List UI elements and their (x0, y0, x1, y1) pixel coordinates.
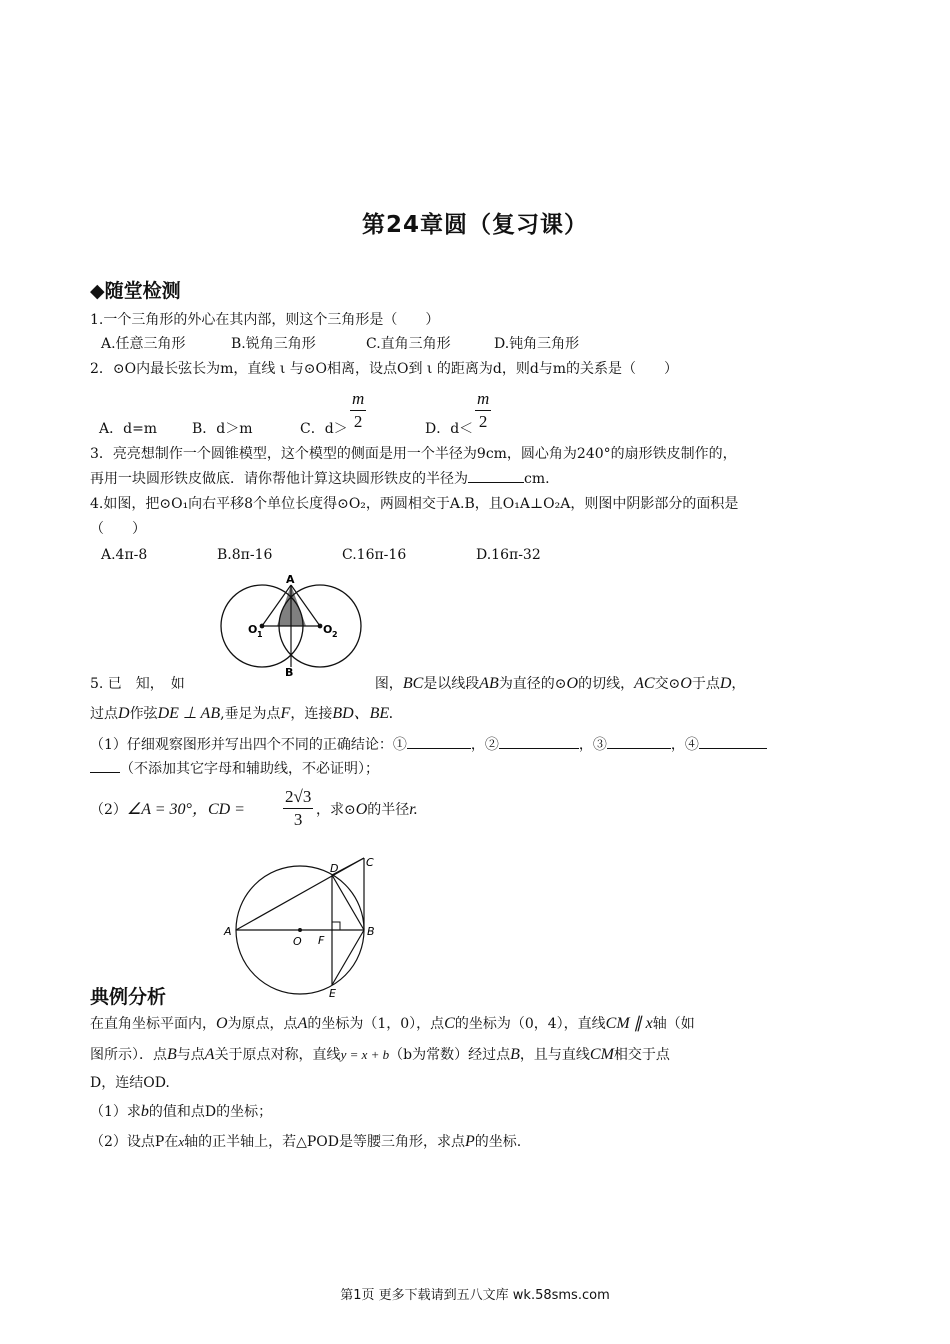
ex-l1-o: O (216, 1015, 228, 1032)
q5-l1-b: 图， (374, 676, 403, 692)
q4-line-2: （ ） (90, 521, 146, 537)
q5-l2-f: F (280, 705, 291, 722)
ex-l1-d: 的坐标为（0，4），直线 (454, 1016, 606, 1032)
q3-unit: cm. (524, 471, 550, 487)
ex-p1-b: b (140, 1103, 149, 1120)
q3-line-2-text: 再用一块圆形铁皮做底．请你帮他计算这块圆形铁皮的半径为 (90, 471, 468, 487)
ex-line-2 (90, 1045, 670, 1065)
ex-l2-a: 图所示）．点 (90, 1047, 167, 1063)
q4-label-a: A (286, 573, 295, 586)
q5-blank-4[interactable] (699, 734, 767, 749)
page-title: 第24章圆（复习课） (361, 212, 588, 238)
q2-option-c: C．d＞ (300, 421, 348, 437)
q5-label-a: A (224, 925, 232, 938)
q5-p2-o: O (355, 801, 368, 818)
q4-point-o1 (260, 624, 265, 629)
page-footer: 第1页 更多下载请到五八文库 wk.58sms.com (340, 1288, 610, 1303)
ex-l1-cm: CM ∥ x (605, 1015, 653, 1032)
q5-l1-c: 是以线段 (423, 676, 480, 692)
q5-label-c: C (366, 856, 374, 869)
q3-line-2 (90, 468, 550, 489)
q5-p2-b: ，求⊙ (316, 802, 356, 818)
q5-label-f: F (318, 934, 325, 947)
ex-p2-p: P (465, 1133, 475, 1150)
ex-l2-b1: B (167, 1046, 177, 1063)
q5-part-1 (90, 734, 767, 755)
q4-label-o2: O (323, 623, 333, 636)
q5-blank-4-cont[interactable] (90, 758, 120, 773)
ex-l1-cc: C (444, 1015, 455, 1032)
ex-p2-x: x (178, 1134, 185, 1149)
ex-p1-c: 的值和点D的坐标； (148, 1104, 273, 1120)
q5-l2-de: DE ⊥ AB (157, 705, 221, 722)
q5-l1-ab: AB (479, 675, 499, 692)
q5-l2-bd: BD、BE. (332, 705, 394, 722)
q5-label-d: D (330, 862, 339, 875)
q5-p2-a: （2） (90, 802, 127, 818)
ex-p2-c: 的坐标. (474, 1134, 522, 1150)
q5-l1-a: 5. 已 知， 如 (90, 676, 185, 692)
q5-p1-b: ，② (470, 737, 499, 753)
q2-frac-den-c: 2 (353, 412, 363, 431)
q5-l1-bc: BC (402, 675, 424, 692)
ex-line-1 (90, 1014, 695, 1034)
q5-blank-3[interactable] (607, 734, 671, 749)
ex-p2-b: 轴的正半轴上，若△POD是等腰三角形，求点 (184, 1134, 465, 1150)
q4-options (101, 545, 541, 565)
q5-p2-r: r. (409, 801, 418, 818)
q5-l1-o2: O (680, 675, 692, 692)
q1-option-a: A.任意三角形 (101, 336, 186, 352)
q5-right-angle-mark (332, 922, 340, 930)
q5-l1-f: 交⊙ (654, 676, 681, 692)
q5-l2-a: 过点 (90, 706, 118, 722)
q5-l1-ac: AC (634, 675, 655, 692)
q5-label-o: O (293, 935, 302, 948)
q2-option-d: D．d＜ (425, 421, 474, 437)
q5-p2-angle: ∠A = 30°，CD = (126, 801, 245, 818)
ex-l1-e: 轴（如 (652, 1016, 695, 1032)
ex-p1-a: （1）求 (90, 1104, 141, 1120)
q5-l1-dd: D (719, 675, 732, 692)
ex-l2-eq: y = x + b (340, 1047, 390, 1062)
q5-l1-g: 于点 (691, 676, 720, 692)
q5-p2-c: 的半径 (367, 802, 410, 818)
ex-l2-e: ，且与直线 (519, 1047, 590, 1063)
q5-blank-1[interactable] (407, 734, 471, 749)
q4-label-o1-sub: 1 (257, 630, 263, 639)
q5-label-e: E (329, 987, 336, 1000)
q4-option-b: B.8π-16 (217, 547, 273, 563)
q4-option-c: C.16π-16 (342, 547, 407, 563)
section-heading-examples: 典例分析 (90, 986, 167, 1008)
q5-l2-e: ，连接 (290, 706, 333, 722)
q5-l2-b: 作弦 (129, 706, 158, 722)
q3-line-1: 3．亮亮想制作一个圆锥模型，这个模型的侧面是用一个半径为9cm，圆心角为240°的扇形铁皮制作的， (90, 446, 737, 462)
q2-frac-den-d: 2 (478, 412, 488, 431)
q4-two-circles-figure (210, 572, 370, 677)
q5-part-1-cont (90, 758, 379, 779)
q5-p1-a: （1）仔细观察图形并写出四个不同的正确结论：① (90, 737, 407, 753)
q4-label-o2-sub: 2 (332, 630, 338, 639)
ex-l2-f: 相交于点 (613, 1047, 670, 1063)
q5-point-o (298, 928, 302, 932)
q5-line-1 (90, 674, 870, 694)
ex-l2-c: 关于原点对称，直线 (214, 1047, 341, 1063)
ex-p2-a: （2）设点P在 (90, 1134, 179, 1150)
q2-option-b: B．d＞m (192, 421, 253, 437)
q2-frac-num-c: m (350, 388, 366, 411)
q1-option-d: D.钝角三角形 (494, 336, 580, 352)
q5-cd-fraction (283, 786, 313, 831)
q1-stem: 1.一个三角形的外心在其内部，则这个三角形是（ ） (90, 312, 440, 328)
q5-p1-c: ，③ (578, 737, 607, 753)
q3-answer-blank[interactable] (468, 468, 524, 483)
q5-line-2 (90, 704, 393, 724)
ex-line-3: D，连结OD. (90, 1075, 170, 1091)
q4-option-d: D.16π-32 (476, 547, 541, 563)
q5-l1-h: ， (731, 676, 746, 692)
q2-stem: 2．⊙O内最长弦长为m，直线 ι 与⊙O相离，设点O到 ι 的距离为d，则d与m的关系是（ ） (90, 361, 679, 377)
section-heading-quiz: ◆随堂检测 (90, 280, 181, 302)
q1-options (101, 334, 579, 354)
q4-label-b: B (285, 666, 294, 677)
q5-l2-d: D (118, 705, 130, 722)
q5-circle-tangent-figure (218, 850, 383, 1002)
ex-l2-b: 与点 (176, 1047, 205, 1063)
ex-l1-c: 的坐标为（1，0），点 (307, 1016, 445, 1032)
q5-p1-e: （不添加其它字母和辅助线，不必证明）； (120, 761, 379, 777)
ex-l2-d: （b为常数）经过点 (389, 1047, 511, 1063)
ex-l2-cm: CM (589, 1046, 614, 1063)
q5-l1-e: 的切线， (578, 676, 635, 692)
q4-line-1: 4.如图，把⊙O₁向右平移8个单位长度得⊙O₂，两圆相交于A.B，且O₁A⊥O₂A，则图中阴影部分的面积是 (90, 496, 739, 512)
q1-option-c: C.直角三角形 (366, 336, 451, 352)
ex-l2-b2: B (510, 1046, 520, 1063)
q2-frac-num-d: m (475, 388, 491, 411)
ex-part-2 (90, 1132, 521, 1152)
q5-frac-den: 3 (293, 810, 303, 829)
q1-option-b: B.锐角三角形 (231, 336, 316, 352)
q5-part-2 (90, 800, 245, 820)
ex-l2-a1: A (204, 1046, 215, 1063)
ex-l1-aa: A (297, 1015, 308, 1032)
q2-fraction-d (475, 388, 491, 433)
q5-part-2-tail (316, 800, 418, 820)
q5-label-b: B (367, 925, 375, 938)
q2-fraction-c (350, 388, 366, 433)
q5-l1-o: O (566, 675, 579, 692)
q4-label-o1: O (248, 623, 258, 636)
q2-option-a: A．d=m (99, 421, 158, 437)
q5-segment-be (332, 930, 364, 985)
q4-point-o2 (318, 624, 323, 629)
q5-p1-d: ，④ (670, 737, 699, 753)
q5-frac-num: 2√3 (283, 786, 313, 809)
ex-l1-b: 为原点，点 (227, 1016, 298, 1032)
q4-option-a: A.4π-8 (101, 547, 148, 563)
q5-l1-d: 为直径的⊙ (498, 676, 567, 692)
q5-l2-c: ,垂足为点 (220, 706, 281, 722)
ex-l1-a: 在直角坐标平面内， (90, 1016, 216, 1032)
q5-blank-2[interactable] (499, 734, 579, 749)
ex-part-1 (90, 1102, 272, 1122)
